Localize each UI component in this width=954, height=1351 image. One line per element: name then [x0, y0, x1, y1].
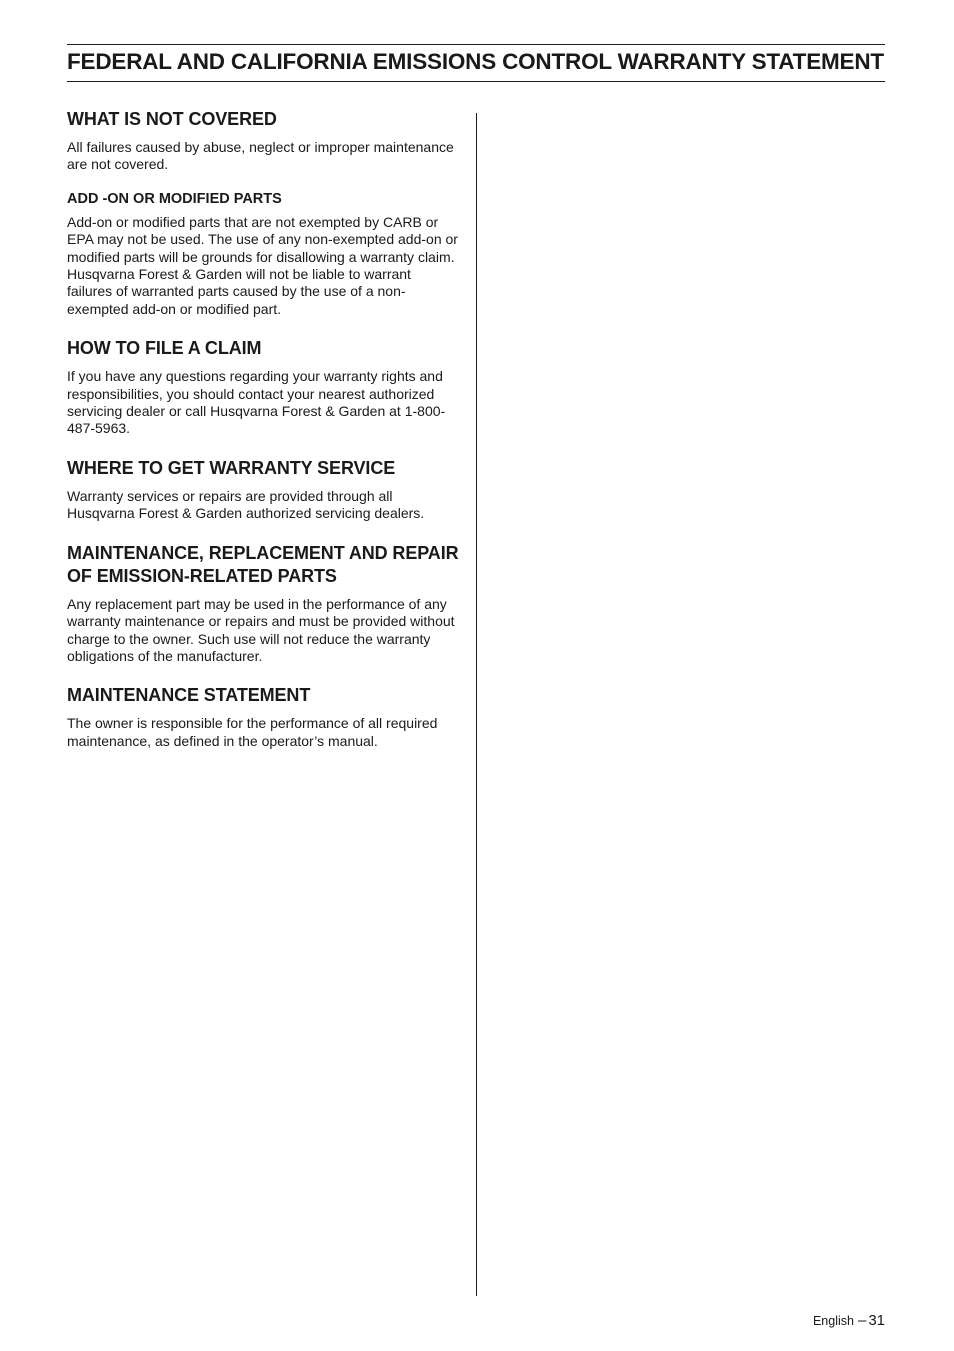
- page-header: [67, 44, 885, 82]
- section-heading: MAINTENANCE, REPLACEMENT AND REPAIR OF EMISSION-RELATED PARTS: [67, 542, 459, 586]
- section-heading: MAINTENANCE STATEMENT: [67, 685, 311, 706]
- section-maintenance-replacement-repair: [67, 542, 459, 666]
- column-divider: [476, 113, 477, 1296]
- footer-language: English: [812, 1314, 854, 1328]
- section-how-to-file-a-claim: [67, 337, 459, 438]
- subsection-heading: ADD -ON OR MODIFIED PARTS: [67, 190, 282, 207]
- section-body: The owner is responsible for the performance of all required maintenance, as defined in the operator’s manual.: [67, 715, 438, 749]
- page-number: 31: [868, 1312, 885, 1329]
- footer-dash: –: [857, 1312, 867, 1329]
- subsection-add-on-modified-parts: [67, 190, 459, 318]
- section-heading: WHERE TO GET WARRANTY SERVICE: [67, 457, 396, 478]
- page-footer: [813, 1311, 885, 1331]
- section-body: All failures caused by abuse, neglect or improper maintenance are not covered.: [67, 139, 454, 173]
- section-body: Add-on or modified parts that are not exempted by CARB or EPA may not be used. The use of any non-exempted add-on or modified parts will be grounds for disallowing a warranty claim. Husqvarna Forest & Garden will not be liable to warrant failures of warranted parts caused by the use of a non-exempted add-on or modified part.: [67, 213, 458, 317]
- section-maintenance-statement: [67, 684, 459, 750]
- section-body: If you have any questions regarding your warranty rights and responsibilities, you should contact your nearest authorized servicing dealer or call Husqvarna Forest & Garden at 1-800-487-5963.: [67, 368, 446, 437]
- section-heading: HOW TO FILE A CLAIM: [67, 338, 262, 359]
- section-body: Warranty services or repairs are provided through all Husqvarna Forest & Garden authorized servicing dealers.: [67, 487, 425, 522]
- page-title: FEDERAL AND CALIFORNIA EMISSIONS CONTROL WARRANTY STATEMENT: [67, 49, 884, 74]
- section-what-is-not-covered: [67, 108, 459, 174]
- section-where-to-get-warranty-service: [67, 457, 459, 523]
- left-column: [67, 108, 459, 750]
- section-body: Any replacement part may be used in the performance of any warranty maintenance or repairs and must be provided without charge to the owner. Such use will not reduce the warranty obligations of the manufacturer.: [67, 595, 455, 664]
- section-heading: WHAT IS NOT COVERED: [67, 109, 277, 129]
